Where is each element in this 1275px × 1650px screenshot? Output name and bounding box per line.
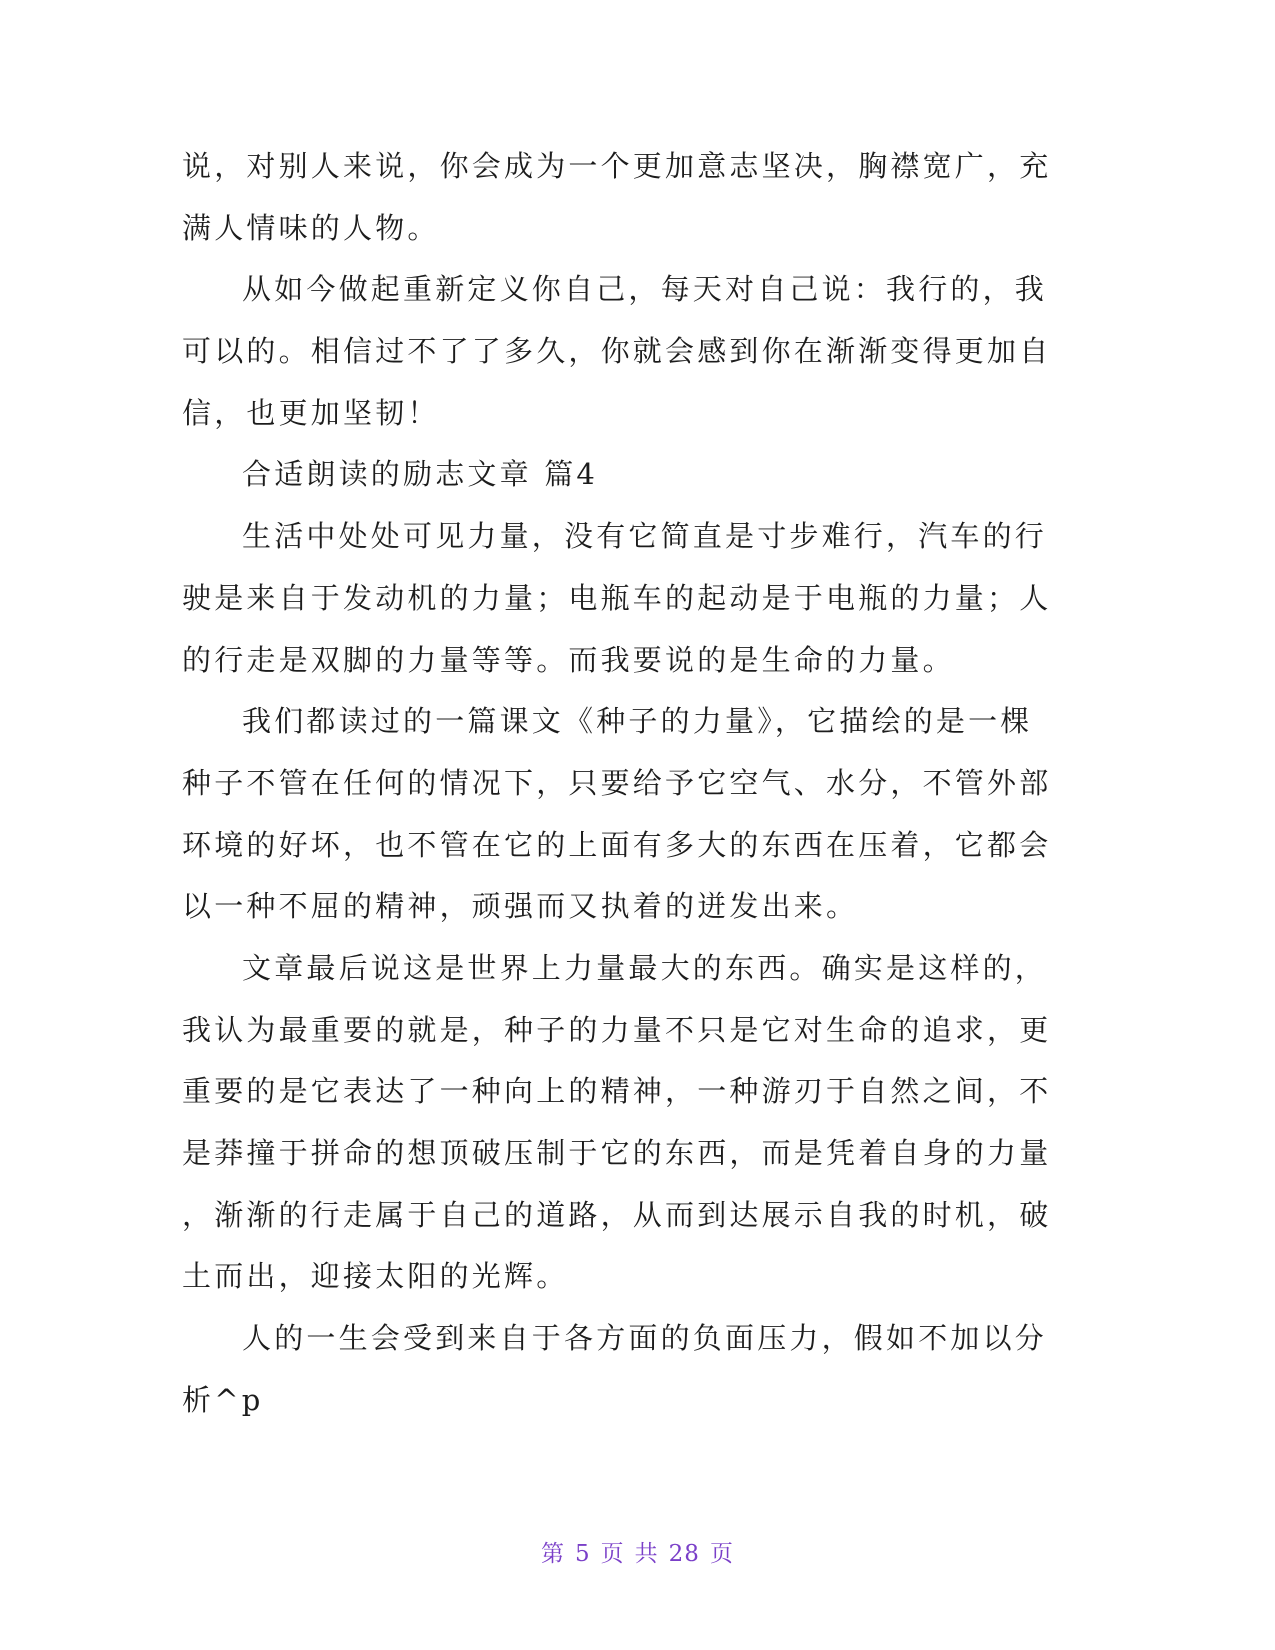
text-line: 信，也更加坚韧！ — [182, 395, 440, 430]
text-line: 我认为最重要的就是，种子的力量不只是它对生命的追求，更 — [182, 1012, 1052, 1047]
text-line: 可以的。相信过不了了多久，你就会感到你在渐渐变得更加自 — [182, 334, 1052, 369]
text-line: 种子不管在任何的情况下，只要给予它空气、水分，不管外部 — [182, 765, 1052, 800]
paragraph-start-line: 人的一生会受到来自于各方面的负面压力，假如不加以分 — [242, 1321, 1048, 1356]
text-line: 重要的是它表达了一种向上的精神，一种游刃于自然之间，不 — [182, 1074, 1052, 1109]
page-label-prefix: 第 — [541, 1541, 566, 1567]
text-line: 满人情味的人物。 — [182, 210, 440, 245]
total-label-prefix: 共 — [634, 1541, 659, 1567]
text-line: 驶是来自于发动机的力量；电瓶车的起动是于电瓶的力量；人 — [182, 580, 1052, 615]
total-page-count: 28 — [668, 1541, 700, 1567]
document-body — [182, 142, 1052, 1437]
total-page-unit: 页 — [709, 1541, 734, 1567]
text-line: 析^p — [182, 1382, 264, 1417]
section-heading: 合适朗读的励志文章 篇4 — [242, 457, 599, 492]
text-line: ，渐渐的行走属于自己的道路，从而到达展示自我的时机，破 — [182, 1197, 1052, 1232]
text-line: 的行走是双脚的力量等等。而我要说的是生命的力量。 — [182, 642, 955, 677]
text-line: 土而出，迎接太阳的光辉。 — [182, 1259, 569, 1294]
text-line: 环境的好坏，也不管在它的上面有多大的东西在压着，它都会 — [182, 827, 1052, 862]
text-line: 是莽撞于拼命的想顶破压制于它的东西，而是凭着自身的力量 — [182, 1136, 1052, 1170]
text-line: 以一种不屈的精神，顽强而又执着的迸发出来。 — [182, 889, 859, 924]
paragraph-start-line: 生活中处处可见力量，没有它简直是寸步难行，汽车的行 — [242, 519, 1048, 554]
paragraph-start-line: 我们都读过的一篇课文《种子的力量》，它描绘的是一棵 — [242, 704, 1033, 739]
text-line: 说，对别人来说，你会成为一个更加意志坚决，胸襟宽广，充 — [182, 149, 1052, 183]
paragraph-start-line: 文章最后说这是世界上力量最大的东西。确实是这样的， — [242, 950, 1048, 985]
page-footer — [0, 1535, 1275, 1568]
page-unit: 页 — [600, 1541, 625, 1567]
current-page-number: 5 — [575, 1541, 591, 1567]
paragraph-start-line: 从如今做起重新定义你自己，每天对自己说：我行的，我 — [242, 272, 1048, 307]
